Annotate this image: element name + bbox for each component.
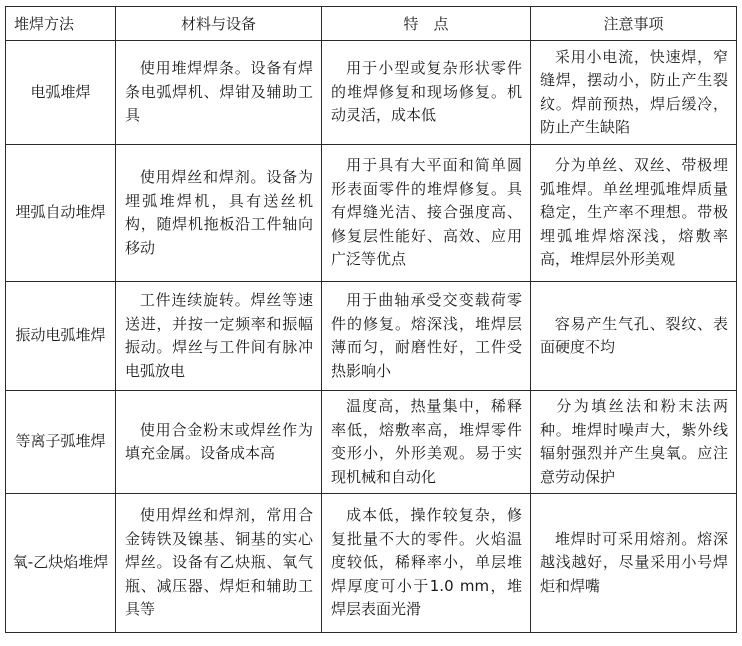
materials-text: 工件连续旋转。焊丝等速送进，并按一定频率和振幅振动。焊丝与工件间有脉冲电弧放电 (125, 291, 313, 380)
table-row (6, 41, 737, 145)
materials-text: 使用堆焊焊条。设备有焊条电弧焊机、焊钳及辅助工具 (125, 59, 313, 125)
notes-cell (531, 494, 737, 633)
header-materials: 材料与设备 (116, 7, 322, 41)
method-cell: 氧-乙炔焰堆焊 (6, 494, 116, 633)
method-cell: 电弧堆焊 (6, 41, 116, 145)
materials-cell (116, 391, 322, 494)
features-cell (322, 145, 531, 282)
features-text: 温度高，热量集中，稀释率低，熔敷率高，堆焊零件变形小，外形美观。易于实现机械和自动化 (331, 397, 522, 486)
features-text: 用于小型或复杂形状零件的堆焊修复和现场修复。机动灵活，成本低 (331, 59, 522, 125)
header-notes: 注意事项 (531, 7, 737, 41)
materials-cell (116, 41, 322, 145)
method-cell: 埋弧自动堆焊 (6, 145, 116, 282)
materials-cell (116, 145, 322, 282)
notes-text: 容易产生气孔、裂纹、表面硬度不均 (540, 314, 728, 356)
notes-text: 分为填丝法和粉末法两种。堆焊时噪声大，紫外线辐射强烈并产生臭氧。应注意劳动保护 (540, 397, 728, 486)
header-method: 堆焊方法 (6, 7, 116, 41)
notes-text: 堆焊时可采用熔剂。熔深越浅越好，尽量采用小号焊炬和焊嘴 (540, 529, 728, 595)
notes-text: 采用小电流，快速焊，窄缝焊，摆动小，防止产生裂纹。焊前预热，焊后缓冷，防止产生缺陷 (540, 47, 728, 136)
materials-text: 使用焊丝和焊剂，常用合金铸铁及镍基、铜基的实心焊丝。设备有乙炔瓶、氧气瓶、减压器、焊炬和辅助工具等 (125, 506, 313, 619)
features-text: 用于曲轴承受交变载荷零件的修复。熔深浅，堆焊层薄而匀，耐磨性好，工件受热影响小 (331, 291, 522, 380)
notes-cell (531, 282, 737, 391)
method-cell: 振动电弧堆焊 (6, 282, 116, 391)
features-cell (322, 282, 531, 391)
surfacing-methods-table-wrapper (5, 6, 737, 633)
table-row (6, 391, 737, 494)
notes-cell (531, 391, 737, 494)
notes-cell (531, 145, 737, 282)
header-features: 特 点 (322, 7, 531, 41)
materials-cell (116, 494, 322, 633)
features-text: 成本低，操作较复杂，修复批量不大的零件。火焰温度较低，稀释率小，单层堆焊厚度可小于1.0 mm，堆焊层表面光滑 (331, 506, 522, 619)
table-header-row (6, 7, 737, 41)
materials-text: 使用焊丝和焊剂。设备为埋弧堆焊机，具有送丝机构，随焊机拖板沿工件轴向移动 (125, 168, 313, 257)
table-row (6, 494, 737, 633)
table-row (6, 145, 737, 282)
features-cell (322, 391, 531, 494)
materials-cell (116, 282, 322, 391)
features-cell (322, 41, 531, 145)
surfacing-methods-table (5, 6, 737, 633)
notes-cell (531, 41, 737, 145)
features-cell (322, 494, 531, 633)
features-text: 用于具有大平面和简单圆形表面零件的堆焊修复。具有焊缝光洁、接合强度高、修复层性能好、高效、应用广泛等优点 (331, 156, 522, 269)
notes-text: 分为单丝、双丝、带极埋弧堆焊。单丝埋弧堆焊质量稳定，生产率不理想。带极埋弧堆焊熔深浅，熔敷率高，堆焊层外形美观 (540, 156, 728, 269)
materials-text: 使用合金粉末或焊丝作为填充金属。设备成本高 (125, 420, 313, 462)
method-cell: 等离子弧堆焊 (6, 391, 116, 494)
table-row (6, 282, 737, 391)
